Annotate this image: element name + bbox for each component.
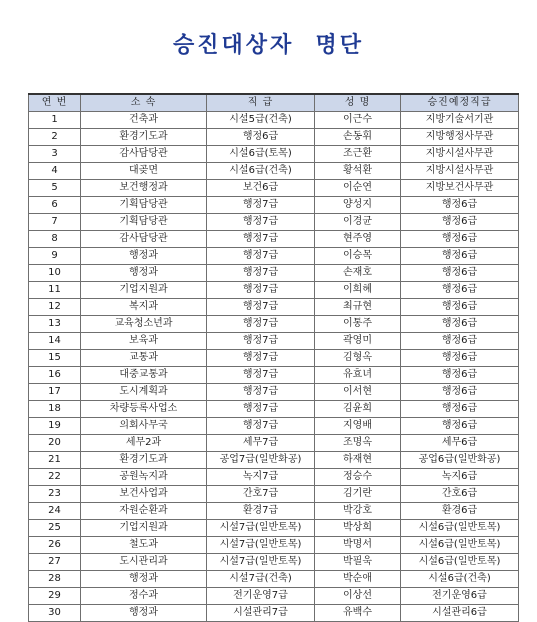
cell-promoted-grade: 행정6급 [401, 418, 519, 435]
cell-promoted-grade: 행정6급 [401, 367, 519, 384]
table-row [29, 605, 519, 622]
cell-promoted-grade: 시설6급(건축) [401, 571, 519, 588]
cell-promoted-grade: 행정6급 [401, 265, 519, 282]
cell-name: 양성지 [315, 197, 401, 214]
table-row [29, 384, 519, 401]
cell-promoted-grade: 행정6급 [401, 384, 519, 401]
cell-grade: 행정7급 [207, 350, 315, 367]
table-row [29, 163, 519, 180]
cell-department: 기업지원과 [81, 520, 207, 537]
table-row [29, 197, 519, 214]
cell-grade: 행정7급 [207, 401, 315, 418]
cell-name: 김기란 [315, 486, 401, 503]
cell-serial-number: 17 [29, 384, 81, 401]
cell-serial-number: 23 [29, 486, 81, 503]
cell-department: 기업지원과 [81, 282, 207, 299]
cell-name: 이희혜 [315, 282, 401, 299]
cell-serial-number: 26 [29, 537, 81, 554]
cell-name: 이통주 [315, 316, 401, 333]
cell-department: 환경기도과 [81, 452, 207, 469]
cell-serial-number: 9 [29, 248, 81, 265]
table-row [29, 469, 519, 486]
cell-serial-number: 4 [29, 163, 81, 180]
cell-department: 행정과 [81, 605, 207, 622]
cell-name: 김윤희 [315, 401, 401, 418]
cell-grade: 행정7급 [207, 231, 315, 248]
cell-serial-number: 16 [29, 367, 81, 384]
table-row [29, 418, 519, 435]
cell-grade: 세무7급 [207, 435, 315, 452]
cell-serial-number: 20 [29, 435, 81, 452]
table-row [29, 588, 519, 605]
cell-grade: 행정7급 [207, 316, 315, 333]
cell-promoted-grade: 지방시설사무관 [401, 146, 519, 163]
cell-name: 현주영 [315, 231, 401, 248]
table-row [29, 231, 519, 248]
cell-promoted-grade: 행정6급 [401, 197, 519, 214]
cell-department: 감사담당관 [81, 231, 207, 248]
cell-promoted-grade: 세무6급 [401, 435, 519, 452]
cell-grade: 행정7급 [207, 197, 315, 214]
cell-department: 교육청소년과 [81, 316, 207, 333]
cell-promoted-grade: 행정6급 [401, 214, 519, 231]
cell-department: 자원순환과 [81, 503, 207, 520]
cell-department: 도시관리과 [81, 554, 207, 571]
cell-name: 황석환 [315, 163, 401, 180]
cell-department: 행정과 [81, 248, 207, 265]
table-row [29, 435, 519, 452]
cell-department: 건축과 [81, 112, 207, 129]
cell-serial-number: 14 [29, 333, 81, 350]
cell-name: 정승수 [315, 469, 401, 486]
cell-department: 정수과 [81, 588, 207, 605]
cell-name: 조명옥 [315, 435, 401, 452]
table-row [29, 180, 519, 197]
cell-serial-number: 11 [29, 282, 81, 299]
cell-promoted-grade: 공업6급(일반화공) [401, 452, 519, 469]
table-row [29, 401, 519, 418]
cell-grade: 행정7급 [207, 418, 315, 435]
cell-department: 보건사업과 [81, 486, 207, 503]
table-row [29, 265, 519, 282]
cell-serial-number: 2 [29, 129, 81, 146]
table-row [29, 554, 519, 571]
cell-name: 곽영미 [315, 333, 401, 350]
cell-grade: 시설7급(건축) [207, 571, 315, 588]
cell-name: 이경균 [315, 214, 401, 231]
cell-department: 차량등록사업소 [81, 401, 207, 418]
cell-promoted-grade: 지방보건사무관 [401, 180, 519, 197]
cell-grade: 공업7급(일반화공) [207, 452, 315, 469]
cell-serial-number: 21 [29, 452, 81, 469]
table-row [29, 452, 519, 469]
cell-grade: 간호7급 [207, 486, 315, 503]
cell-serial-number: 5 [29, 180, 81, 197]
cell-grade: 시설7급(일반토목) [207, 537, 315, 554]
cell-serial-number: 30 [29, 605, 81, 622]
cell-grade: 행정6급 [207, 129, 315, 146]
cell-serial-number: 22 [29, 469, 81, 486]
cell-grade: 행정7급 [207, 265, 315, 282]
cell-name: 박필욱 [315, 554, 401, 571]
cell-department: 세무2과 [81, 435, 207, 452]
table-row [29, 299, 519, 316]
cell-department: 보건행정과 [81, 180, 207, 197]
cell-name: 지영배 [315, 418, 401, 435]
cell-name: 박순애 [315, 571, 401, 588]
cell-department: 감사담당관 [81, 146, 207, 163]
cell-promoted-grade: 시설6급(일반토목) [401, 520, 519, 537]
table-row [29, 248, 519, 265]
cell-name: 이서현 [315, 384, 401, 401]
cell-name: 이순연 [315, 180, 401, 197]
table-row [29, 367, 519, 384]
cell-department: 의회사무국 [81, 418, 207, 435]
cell-promoted-grade: 지방행정사무관 [401, 129, 519, 146]
cell-department: 공원녹지과 [81, 469, 207, 486]
cell-promoted-grade: 시설6급(일반토목) [401, 554, 519, 571]
page-title: 승진대상자 명단 [172, 32, 365, 58]
cell-name: 이상선 [315, 588, 401, 605]
cell-serial-number: 12 [29, 299, 81, 316]
cell-serial-number: 8 [29, 231, 81, 248]
table-row [29, 112, 519, 129]
cell-department: 대곶면 [81, 163, 207, 180]
cell-grade: 시설6급(토목) [207, 146, 315, 163]
cell-grade: 녹지7급 [207, 469, 315, 486]
table-body [29, 112, 519, 622]
header-grade: 직 급 [207, 94, 315, 112]
cell-name: 김형옥 [315, 350, 401, 367]
cell-serial-number: 1 [29, 112, 81, 129]
cell-promoted-grade: 지방시설사무관 [401, 163, 519, 180]
cell-department: 교통과 [81, 350, 207, 367]
cell-promoted-grade: 행정6급 [401, 333, 519, 350]
cell-grade: 행정7급 [207, 299, 315, 316]
table-row [29, 537, 519, 554]
table-row [29, 316, 519, 333]
cell-department: 기획담당관 [81, 214, 207, 231]
cell-serial-number: 19 [29, 418, 81, 435]
cell-serial-number: 29 [29, 588, 81, 605]
header-name: 성 명 [315, 94, 401, 112]
cell-grade: 보건6급 [207, 180, 315, 197]
table-header-row [29, 94, 519, 112]
promotion-table [28, 93, 519, 622]
cell-serial-number: 18 [29, 401, 81, 418]
cell-promoted-grade: 행정6급 [401, 350, 519, 367]
cell-name: 이승목 [315, 248, 401, 265]
cell-department: 대중교통과 [81, 367, 207, 384]
cell-name: 이근수 [315, 112, 401, 129]
table-row [29, 282, 519, 299]
cell-promoted-grade: 전기운영6급 [401, 588, 519, 605]
cell-grade: 환경7급 [207, 503, 315, 520]
cell-grade: 행정7급 [207, 367, 315, 384]
table-row [29, 571, 519, 588]
cell-department: 도시계획과 [81, 384, 207, 401]
cell-name: 박강호 [315, 503, 401, 520]
cell-promoted-grade: 지방기술서기관 [401, 112, 519, 129]
cell-promoted-grade: 행정6급 [401, 316, 519, 333]
cell-serial-number: 15 [29, 350, 81, 367]
cell-serial-number: 25 [29, 520, 81, 537]
cell-serial-number: 13 [29, 316, 81, 333]
cell-department: 철도과 [81, 537, 207, 554]
cell-grade: 행정7급 [207, 248, 315, 265]
cell-grade: 행정7급 [207, 384, 315, 401]
cell-department: 행정과 [81, 571, 207, 588]
cell-promoted-grade: 행정6급 [401, 231, 519, 248]
cell-promoted-grade: 행정6급 [401, 248, 519, 265]
cell-serial-number: 3 [29, 146, 81, 163]
cell-name: 손재호 [315, 265, 401, 282]
cell-grade: 행정7급 [207, 333, 315, 350]
cell-grade: 시설7급(일반토목) [207, 554, 315, 571]
cell-promoted-grade: 시설6급(일반토목) [401, 537, 519, 554]
table-row [29, 520, 519, 537]
cell-serial-number: 28 [29, 571, 81, 588]
header-serial-number: 연 번 [29, 94, 81, 112]
cell-serial-number: 24 [29, 503, 81, 520]
cell-name: 하재현 [315, 452, 401, 469]
cell-grade: 행정7급 [207, 282, 315, 299]
header-promoted-grade: 승진예정직급 [401, 94, 519, 112]
table-row [29, 129, 519, 146]
cell-department: 복지과 [81, 299, 207, 316]
cell-name: 유효녀 [315, 367, 401, 384]
cell-department: 환경기도과 [81, 129, 207, 146]
cell-serial-number: 6 [29, 197, 81, 214]
cell-promoted-grade: 환경6급 [401, 503, 519, 520]
cell-promoted-grade: 녹지6급 [401, 469, 519, 486]
cell-name: 최규현 [315, 299, 401, 316]
table-row [29, 214, 519, 231]
cell-serial-number: 27 [29, 554, 81, 571]
cell-serial-number: 10 [29, 265, 81, 282]
cell-grade: 시설6급(건축) [207, 163, 315, 180]
cell-name: 박상희 [315, 520, 401, 537]
cell-promoted-grade: 행정6급 [401, 299, 519, 316]
header-department: 소 속 [81, 94, 207, 112]
table-row [29, 350, 519, 367]
cell-serial-number: 7 [29, 214, 81, 231]
cell-grade: 시설7급(일반토목) [207, 520, 315, 537]
table-row [29, 486, 519, 503]
cell-department: 기획담당관 [81, 197, 207, 214]
cell-promoted-grade: 시설관리6급 [401, 605, 519, 622]
cell-grade: 전기운영7급 [207, 588, 315, 605]
cell-promoted-grade: 행정6급 [401, 282, 519, 299]
cell-promoted-grade: 행정6급 [401, 401, 519, 418]
cell-name: 유백수 [315, 605, 401, 622]
table-row [29, 146, 519, 163]
cell-grade: 시설관리7급 [207, 605, 315, 622]
cell-grade: 행정7급 [207, 214, 315, 231]
cell-name: 손동휘 [315, 129, 401, 146]
table-row [29, 333, 519, 350]
cell-name: 조근환 [315, 146, 401, 163]
table-row [29, 503, 519, 520]
cell-department: 보육과 [81, 333, 207, 350]
cell-department: 행정과 [81, 265, 207, 282]
cell-grade: 시설5급(건축) [207, 112, 315, 129]
cell-name: 박명서 [315, 537, 401, 554]
cell-promoted-grade: 간호6급 [401, 486, 519, 503]
